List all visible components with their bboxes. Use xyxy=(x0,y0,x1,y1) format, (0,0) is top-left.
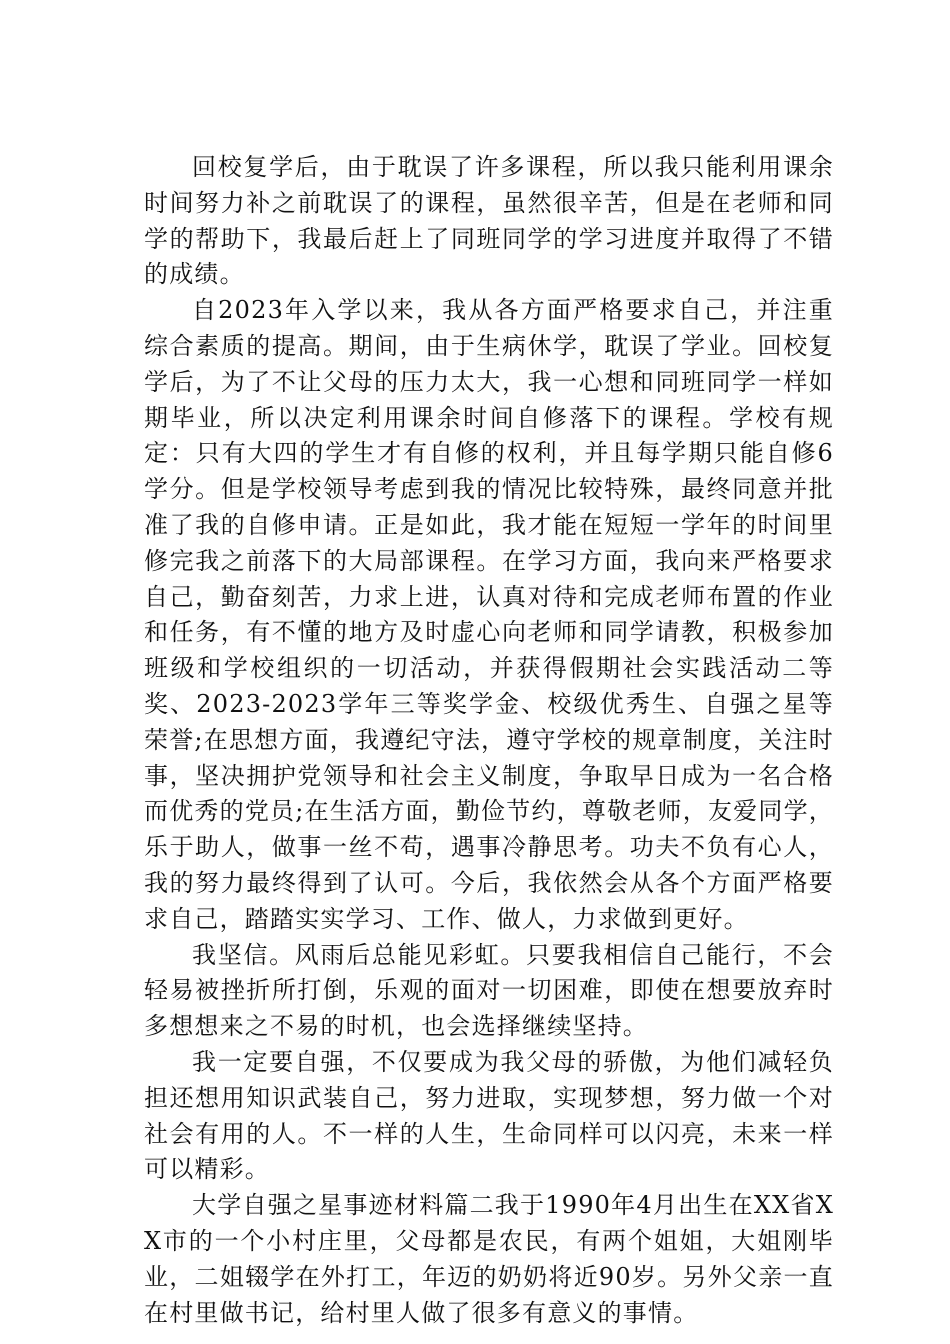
document-body xyxy=(144,150,834,1331)
paragraph-belief: 我坚信。风雨后总能见彩虹。只要我相信自己能行，不会轻易被挫折所打倒，乐观的面对一切困难，即使在想要放弃时多想想来之不易的时机，也会选择继续坚持。 xyxy=(144,940,834,1041)
paragraph-resume-study: 回校复学后，由于耽误了许多课程，所以我只能利用课余时间努力补之前耽误了的课程，虽然很辛苦，但是在老师和同学的帮助下，我最后赶上了同班同学的学习进度并取得了不错的成绩。 xyxy=(144,153,834,289)
paragraph-self-improvement: 我一定要自强，不仅要成为我父母的骄傲，为他们减轻负担还想用知识武装自己，努力进取，实现梦想，努力做一个对社会有用的人。不一样的人生，生命同样可以闪亮，未来一样可以精彩。 xyxy=(144,1047,834,1184)
paragraph-background: 大学自强之星事迹材料篇二我于1990年4月出生在XX省XX市的一个小村庄里，父母都是农民，有两个姐姐，大姐刚毕业，二姐辍学在外打工，年迈的奶奶将近90岁。另外父亲一直在村里做书记，给村里人做了很多有意义的事情。 xyxy=(144,1191,834,1327)
paragraph-achievements: 自2023年入学以来，我从各方面严格要求自己，并注重综合素质的提高。期间，由于生病休学，耽误了学业。回校复学后，为了不让父母的压力太大，我一心想和同班同学一样如期毕业，所以决定利用课余时间自修落下的课程。学校有规定：只有大四的学生才有自修的权利，并且每学期只能自修6学分。但是学校领导考虑到我的情况比较特殊，最终同意并批准了我的自修申请。正是如此，我才能在短短一学年的时间里修完我之前落下的大局部课程。在学习方面，我向来严格要求自己，勤奋刻苦，力求上进，认真对待和完成老师布置的作业和任务，有不懂的地方及时虚心向老师和同学请教，积极参加班级和学校组织的一切活动，并获得假期社会实践活动二等奖、2023-2023学年三等奖学金、校级优秀生、自强之星等荣誉;在思想方面，我遵纪守法，遵守学校的规章制度，关注时事，坚决拥护党领导和社会主义制度，争取早日成为一名合格而优秀的党员;在生活方面，勤俭节约，尊敬老师，友爱同学，乐于助人，做事一丝不苟，遇事冷静思考。功夫不负有心人，我的努力最终得到了认可。今后，我依然会从各个方面严格要求自己，踏踏实实学习、工作、做人，力求做到更好。 xyxy=(144,296,834,933)
